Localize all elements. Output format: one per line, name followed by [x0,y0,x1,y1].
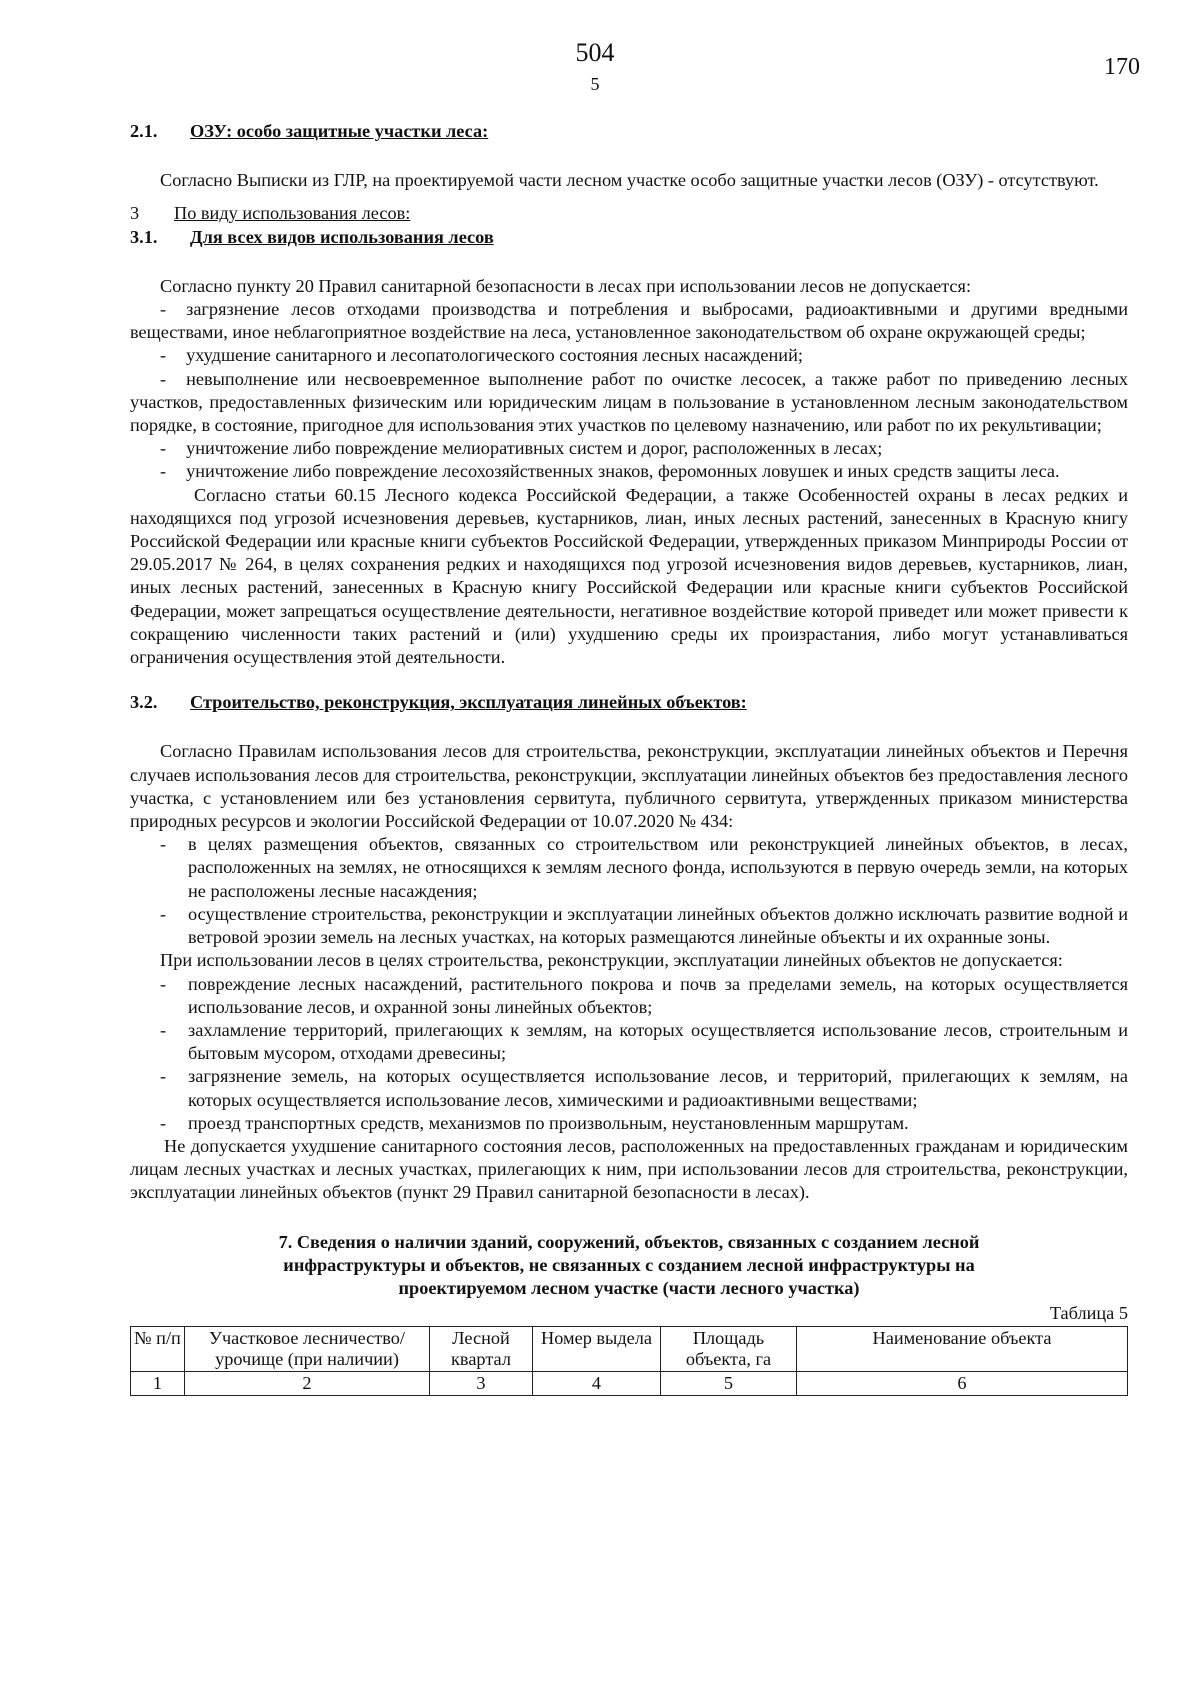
section-7-title: 7. Сведения о наличии зданий, сооружений, объектов, связанных с созданием лесной инфраструктуры и объектов, не связанных с созданием лесной инфраструктуры на проектируемом лесном участке (части лесного участка) [278,1231,980,1298]
section-title: Строительство, реконструкция, эксплуатация линейных объектов: [190,692,747,713]
section-3-2-heading [130,691,1128,714]
table-cell: 6 [797,1372,1128,1396]
list-item: - ухудшение санитарного и лесопатологического состояния лесных насаждений; [160,345,803,366]
section-title: Для всех видов использования лесов [190,226,494,247]
section-number: 3 [130,203,140,224]
table-row [131,1372,1128,1396]
column-header: Лесной квартал [430,1327,533,1372]
list-item: - уничтожение либо повреждение лесохозяйственных знаков, феромонных ловушек и иных средств защиты леса. [160,461,1060,482]
table-caption: Таблица 5 [1049,1303,1128,1324]
list-item: - захламление территорий, прилегающих к землям, на которых осуществляется использование лесов, строительным и бытовым мусором, отходами древесины; [160,1019,1128,1064]
list-item: - загрязнение земель, на которых осуществляется использование лесов, и территорий, прилегающих к землям, на которых осуществляется использование лесов, химическими и радиоактивными веществами; [160,1066,1128,1110]
list-item: - осуществление строительства, реконструкции и эксплуатации линейных объектов должно исключать развитие водной и ветровой эрозии земель на лесных участках, на которых размещаются линейные объекты и их охранные зоны. [160,903,1128,948]
paragraph: Согласно Правилам использования лесов для строительства, реконструкции, эксплуатации линейных объектов и Перечня случаев использования лесов для строительства, реконструкции, эксплуатации линейных объектов без предоставления лесного участка, с установлением или без установления сервитута, публичного сервитута, утвержденных приказом министерства природных ресурсов и экологии Российской Федерации от 10.07.2020 № 434: [130,741,1128,832]
column-header: Наименование объекта [797,1327,1128,1372]
paragraph: Согласно пункту 20 Правил санитарной безопасности в лесах при использовании лесов не допускается: [160,275,972,296]
section-3-1-heading [130,226,1128,249]
section-2-1-heading [130,120,1128,143]
page-number-right: 170 [1104,54,1140,80]
paragraph: Согласно Выписки из ГЛР, на проектируемой части лесном участке особо защитные участки лесов (ОЗУ) - отсутствуют. [160,170,1099,191]
paragraph: Согласно статьи 60.15 Лесного кодекса Российской Федерации, а также Особенностей охраны в лесах редких и находящихся под угрозой исчезновения деревьев, кустарников, лиан, иных лесных растений, занесенных в Красную книгу Российской Федерации или красные книги субъектов Российской Федерации, утвержденных приказом Минприроды России от 29.05.2017 № 264, в целях сохранения редких и находящихся под угрозой исчезновения видов деревьев, кустарников, лиан, иных лесных растений, занесенных в Красную книгу Российской Федерации или красные книги субъектов Российской Федерации, может запрещаться осуществление деятельности, негативное воздействие которой приведет или может привести к сокращению численности таких растений и (или) ухудшению среды их произрастания, либо могут устанавливаться ограничения осуществления этой деятельности. [130,484,1128,668]
list-item: - невыполнение или несвоевременное выполнение работ по очистке лесосек, а также работ по приведению лесных участков, предоставленных физическим или юридическим лицам в пользование в установленном лесным законодательством порядке, в состояние, пригодное для использования этих участков по целевому назначению, или работ по их рекультивации; [130,368,1128,436]
table-cell: 5 [661,1372,797,1396]
table-5 [130,1326,1128,1396]
table-cell: 2 [185,1372,430,1396]
column-header: № п/п [131,1327,185,1372]
column-header: Номер выдела [533,1327,661,1372]
section-3-heading [130,202,1128,225]
page-number-sub: 5 [590,74,600,94]
list-item: - загрязнение лесов отходами производства и потребления и выбросами, радиоактивными и другими вредными веществами, иное неблагоприятное воздействие на леса, установленное законодательством об охране окружающей среды; [130,299,1128,343]
table-cell: 3 [430,1372,533,1396]
list-item: - уничтожение либо повреждение мелиоративных систем и дорог, расположенных в лесах; [160,438,883,459]
column-header: Участковое лесничество/урочище (при наличии) [185,1327,430,1372]
paragraph: Не допускается ухудшение санитарного состояния лесов, расположенных на предоставленных гражданам и юридическим лицам лесных участках и лесных участках, прилегающих к ним, при использовании лесов для строительства, реконструкции, эксплуатации линейных объектов (пункт 29 Правил санитарной безопасности в лесах). [130,1135,1128,1203]
table-cell: 1 [131,1372,185,1396]
column-header: Площадь объекта, га [661,1327,797,1372]
section-title: ОЗУ: особо защитные участки леса: [190,121,489,141]
list-item: - повреждение лесных насаждений, растительного покрова и почв за пределами земель, на которых осуществляется использование лесов, и охранной зоны линейных объектов; [160,973,1128,1017]
table-header-row [131,1327,1128,1372]
page-number-main: 504 [575,38,615,67]
document-body [130,120,1128,1396]
table-cell: 4 [533,1372,661,1396]
section-number: 3.2. [130,692,158,713]
list-item: - в целях размещения объектов, связанных со строительством или реконструкцией линейных объектов, в лесах, расположенных на землях, не относящихся к землям лесного фонда, используются в первую очередь земли, на которых не расположены лесные насаждения; [160,834,1128,901]
paragraph: При использовании лесов в целях строительства, реконструкции, эксплуатации линейных объектов не допускается: [160,950,1063,971]
section-title: По виду использования лесов: [174,203,411,224]
section-number: 2.1. [130,121,158,141]
section-number: 3.1. [130,226,158,247]
list-item: - проезд транспортных средств, механизмов по произвольным, неустановленным маршрутам. [160,1112,909,1133]
